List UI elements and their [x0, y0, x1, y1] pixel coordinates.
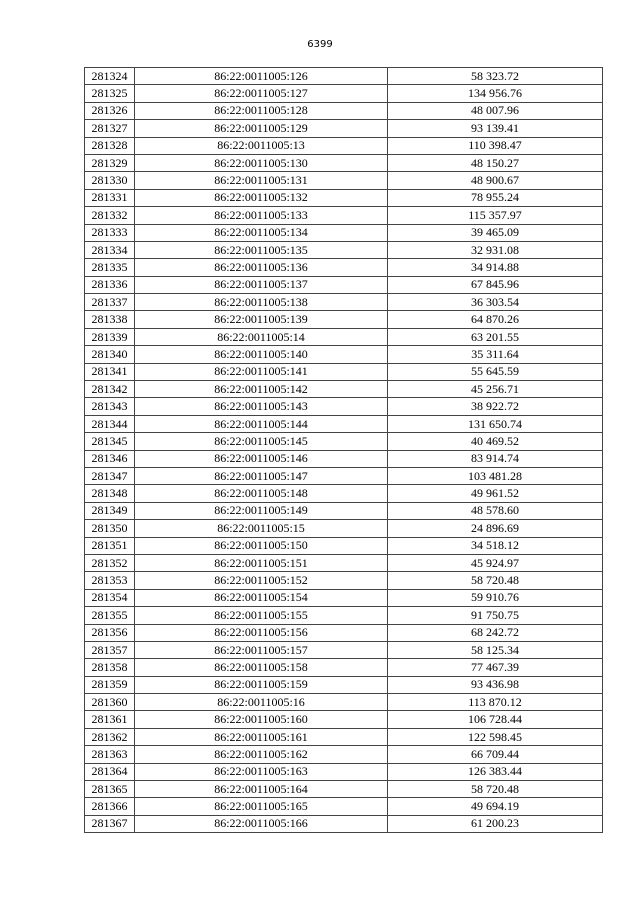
table-row	[85, 363, 603, 380]
record-id-cell: 281360	[85, 694, 135, 711]
cadastral-number-cell: 86:22:0011005:148	[135, 485, 388, 502]
record-id-cell: 281352	[85, 554, 135, 571]
table-row	[85, 589, 603, 606]
table-row	[85, 85, 603, 102]
table-row	[85, 728, 603, 745]
value-cell: 77 467.39	[388, 659, 603, 676]
value-cell: 34 914.88	[388, 259, 603, 276]
record-id-cell: 281340	[85, 346, 135, 363]
cadastral-number-cell: 86:22:0011005:133	[135, 207, 388, 224]
value-cell: 68 242.72	[388, 624, 603, 641]
cadastral-number-cell: 86:22:0011005:143	[135, 398, 388, 415]
table-row	[85, 433, 603, 450]
record-id-cell: 281330	[85, 172, 135, 189]
value-cell: 61 200.23	[388, 815, 603, 832]
record-id-cell: 281355	[85, 607, 135, 624]
cadastral-number-cell: 86:22:0011005:140	[135, 346, 388, 363]
cadastral-number-cell: 86:22:0011005:161	[135, 728, 388, 745]
record-id-cell: 281357	[85, 641, 135, 658]
record-id-cell: 281344	[85, 415, 135, 432]
cadastral-number-cell: 86:22:0011005:147	[135, 467, 388, 484]
value-cell: 93 436.98	[388, 676, 603, 693]
value-cell: 49 961.52	[388, 485, 603, 502]
cadastral-number-cell: 86:22:0011005:127	[135, 85, 388, 102]
table-row	[85, 294, 603, 311]
value-cell: 48 578.60	[388, 502, 603, 519]
table-row	[85, 659, 603, 676]
value-cell: 58 125.34	[388, 641, 603, 658]
cadastral-number-cell: 86:22:0011005:139	[135, 311, 388, 328]
table-row	[85, 154, 603, 171]
table-row	[85, 102, 603, 119]
record-id-cell: 281339	[85, 328, 135, 345]
cadastral-number-cell: 86:22:0011005:157	[135, 641, 388, 658]
value-cell: 49 694.19	[388, 798, 603, 815]
table-row	[85, 607, 603, 624]
record-id-cell: 281362	[85, 728, 135, 745]
cadastral-number-cell: 86:22:0011005:162	[135, 746, 388, 763]
table-row	[85, 502, 603, 519]
value-cell: 45 256.71	[388, 381, 603, 398]
value-cell: 63 201.55	[388, 328, 603, 345]
value-cell: 35 311.64	[388, 346, 603, 363]
value-cell: 34 518.12	[388, 537, 603, 554]
cadastral-number-cell: 86:22:0011005:134	[135, 224, 388, 241]
value-cell: 58 720.48	[388, 572, 603, 589]
cadastral-number-cell: 86:22:0011005:126	[135, 68, 388, 85]
table-row	[85, 572, 603, 589]
cadastral-number-cell: 86:22:0011005:152	[135, 572, 388, 589]
value-cell: 122 598.45	[388, 728, 603, 745]
record-id-cell: 281350	[85, 520, 135, 537]
record-id-cell: 281351	[85, 537, 135, 554]
record-id-cell: 281366	[85, 798, 135, 815]
cadastral-number-cell: 86:22:0011005:160	[135, 711, 388, 728]
table-row	[85, 815, 603, 832]
value-cell: 126 383.44	[388, 763, 603, 780]
value-cell: 64 870.26	[388, 311, 603, 328]
table-row	[85, 485, 603, 502]
value-cell: 110 398.47	[388, 137, 603, 154]
cadastral-number-cell: 86:22:0011005:14	[135, 328, 388, 345]
cadastral-number-cell: 86:22:0011005:129	[135, 120, 388, 137]
table-row	[85, 711, 603, 728]
cadastral-number-cell: 86:22:0011005:13	[135, 137, 388, 154]
record-id-cell: 281345	[85, 433, 135, 450]
table-row	[85, 520, 603, 537]
value-cell: 40 469.52	[388, 433, 603, 450]
cadastral-number-cell: 86:22:0011005:146	[135, 450, 388, 467]
value-cell: 91 750.75	[388, 607, 603, 624]
record-id-cell: 281354	[85, 589, 135, 606]
record-id-cell: 281359	[85, 676, 135, 693]
table-row	[85, 554, 603, 571]
table-row	[85, 781, 603, 798]
value-cell: 48 007.96	[388, 102, 603, 119]
record-id-cell: 281327	[85, 120, 135, 137]
table-row	[85, 120, 603, 137]
record-id-cell: 281329	[85, 154, 135, 171]
value-cell: 48 900.67	[388, 172, 603, 189]
value-cell: 93 139.41	[388, 120, 603, 137]
table-row	[85, 276, 603, 293]
table-row	[85, 746, 603, 763]
record-id-cell: 281363	[85, 746, 135, 763]
value-cell: 58 720.48	[388, 781, 603, 798]
table-row	[85, 328, 603, 345]
value-cell: 66 709.44	[388, 746, 603, 763]
record-id-cell: 281333	[85, 224, 135, 241]
table-row	[85, 172, 603, 189]
record-id-cell: 281364	[85, 763, 135, 780]
record-id-cell: 281367	[85, 815, 135, 832]
cadastral-number-cell: 86:22:0011005:141	[135, 363, 388, 380]
cadastral-number-cell: 86:22:0011005:155	[135, 607, 388, 624]
table-row	[85, 311, 603, 328]
table-row	[85, 641, 603, 658]
value-cell: 39 465.09	[388, 224, 603, 241]
cadastral-number-cell: 86:22:0011005:138	[135, 294, 388, 311]
table-row	[85, 398, 603, 415]
table-row	[85, 207, 603, 224]
record-id-cell: 281328	[85, 137, 135, 154]
table-row	[85, 694, 603, 711]
table-row	[85, 346, 603, 363]
record-id-cell: 281346	[85, 450, 135, 467]
cadastral-number-cell: 86:22:0011005:132	[135, 189, 388, 206]
value-cell: 83 914.74	[388, 450, 603, 467]
record-id-cell: 281348	[85, 485, 135, 502]
page-number: 6399	[307, 39, 333, 50]
value-cell: 115 357.97	[388, 207, 603, 224]
value-cell: 67 845.96	[388, 276, 603, 293]
record-id-cell: 281325	[85, 85, 135, 102]
record-id-cell: 281343	[85, 398, 135, 415]
table-row	[85, 189, 603, 206]
cadastral-number-cell: 86:22:0011005:136	[135, 259, 388, 276]
table-row	[85, 676, 603, 693]
record-id-cell: 281356	[85, 624, 135, 641]
cadastral-number-cell: 86:22:0011005:156	[135, 624, 388, 641]
value-cell: 36 303.54	[388, 294, 603, 311]
cadastral-number-cell: 86:22:0011005:137	[135, 276, 388, 293]
table-row	[85, 259, 603, 276]
table-row	[85, 467, 603, 484]
value-cell: 106 728.44	[388, 711, 603, 728]
value-cell: 38 922.72	[388, 398, 603, 415]
record-id-cell: 281349	[85, 502, 135, 519]
cadastral-number-cell: 86:22:0011005:166	[135, 815, 388, 832]
cadastral-number-cell: 86:22:0011005:15	[135, 520, 388, 537]
value-cell: 58 323.72	[388, 68, 603, 85]
cadastral-number-cell: 86:22:0011005:144	[135, 415, 388, 432]
value-cell: 48 150.27	[388, 154, 603, 171]
table-row	[85, 450, 603, 467]
record-id-cell: 281358	[85, 659, 135, 676]
cadastral-number-cell: 86:22:0011005:149	[135, 502, 388, 519]
cadastral-number-cell: 86:22:0011005:142	[135, 381, 388, 398]
record-id-cell: 281335	[85, 259, 135, 276]
record-id-cell: 281347	[85, 467, 135, 484]
value-cell: 24 896.69	[388, 520, 603, 537]
cadastral-number-cell: 86:22:0011005:163	[135, 763, 388, 780]
table-row	[85, 137, 603, 154]
value-cell: 78 955.24	[388, 189, 603, 206]
record-id-cell: 281342	[85, 381, 135, 398]
record-id-cell: 281332	[85, 207, 135, 224]
record-id-cell: 281353	[85, 572, 135, 589]
cadastral-number-cell: 86:22:0011005:151	[135, 554, 388, 571]
cadastral-number-cell: 86:22:0011005:145	[135, 433, 388, 450]
cadastral-number-cell: 86:22:0011005:154	[135, 589, 388, 606]
table-row	[85, 224, 603, 241]
record-id-cell: 281331	[85, 189, 135, 206]
value-cell: 113 870.12	[388, 694, 603, 711]
value-cell: 32 931.08	[388, 241, 603, 258]
cadastral-number-cell: 86:22:0011005:128	[135, 102, 388, 119]
value-cell: 134 956.76	[388, 85, 603, 102]
cadastral-number-cell: 86:22:0011005:158	[135, 659, 388, 676]
cadastral-number-cell: 86:22:0011005:130	[135, 154, 388, 171]
cadastral-number-cell: 86:22:0011005:16	[135, 694, 388, 711]
record-id-cell: 281334	[85, 241, 135, 258]
cadastral-number-cell: 86:22:0011005:150	[135, 537, 388, 554]
value-cell: 45 924.97	[388, 554, 603, 571]
value-cell: 103 481.28	[388, 467, 603, 484]
table-row	[85, 537, 603, 554]
record-id-cell: 281336	[85, 276, 135, 293]
record-id-cell: 281326	[85, 102, 135, 119]
value-cell: 131 650.74	[388, 415, 603, 432]
cadastral-number-cell: 86:22:0011005:165	[135, 798, 388, 815]
table-row	[85, 68, 603, 85]
table-row	[85, 415, 603, 432]
record-id-cell: 281365	[85, 781, 135, 798]
record-id-cell: 281361	[85, 711, 135, 728]
cadastral-number-cell: 86:22:0011005:135	[135, 241, 388, 258]
cadastral-number-cell: 86:22:0011005:164	[135, 781, 388, 798]
record-id-cell: 281324	[85, 68, 135, 85]
cadastral-number-cell: 86:22:0011005:159	[135, 676, 388, 693]
records-table-body	[85, 68, 603, 833]
record-id-cell: 281338	[85, 311, 135, 328]
table-row	[85, 241, 603, 258]
table-row	[85, 381, 603, 398]
value-cell: 59 910.76	[388, 589, 603, 606]
records-table	[84, 67, 603, 833]
table-row	[85, 624, 603, 641]
table-row	[85, 763, 603, 780]
record-id-cell: 281337	[85, 294, 135, 311]
table-row	[85, 798, 603, 815]
value-cell: 55 645.59	[388, 363, 603, 380]
cadastral-number-cell: 86:22:0011005:131	[135, 172, 388, 189]
record-id-cell: 281341	[85, 363, 135, 380]
